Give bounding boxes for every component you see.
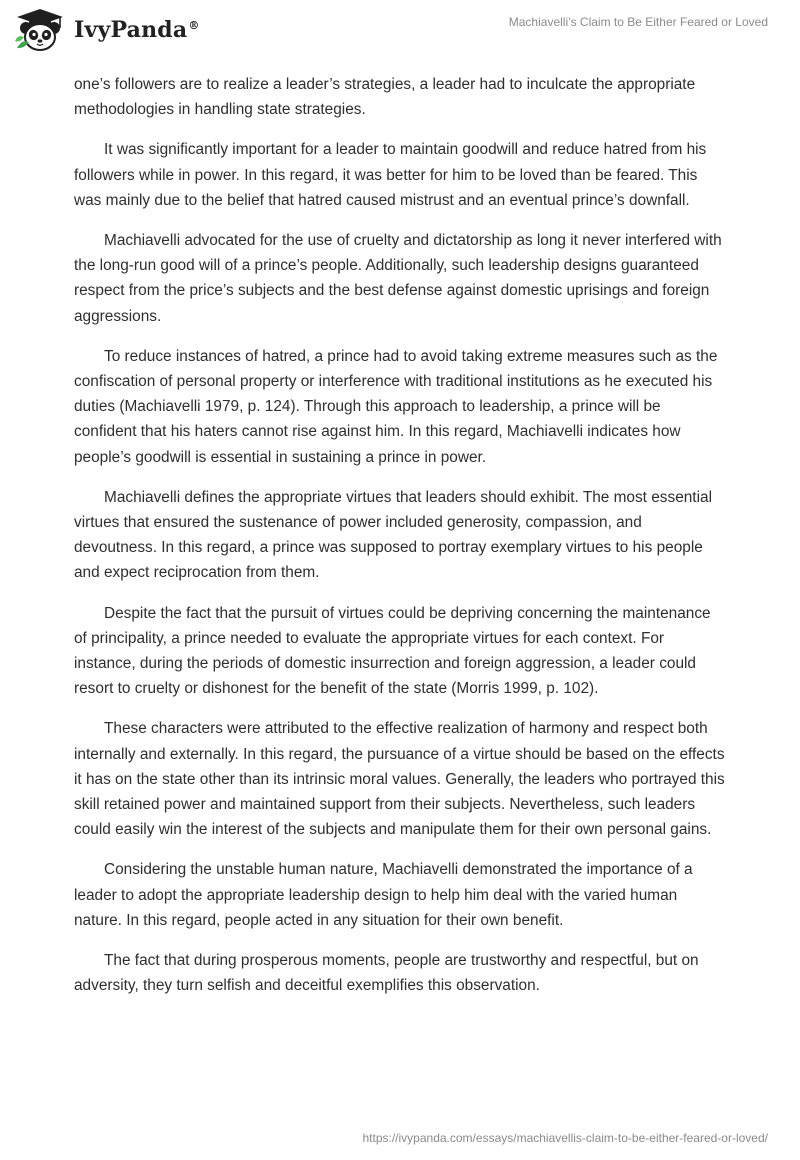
brand-name: IvyPanda® xyxy=(74,17,200,43)
paragraph-5: Machiavelli defines the appropriate virtues that leaders should exhibit. The most essential virtues that ensured the sustenance of power included generosity, compassion, and devoutness. In this regard, a prince was supposed to portray exemplary virtues to his people and expect reciprocation from them. xyxy=(74,488,712,582)
paragraph-4: To reduce instances of hatred, a prince had to avoid taking extreme measures such as the confiscation of personal property or interference with traditional institutions as he executed his duties (Machiavelli 1979, p. 124). Through this approach to leadership, a prince will be confident that his haters cannot rise against him. In this regard, Machiavelli indicates how people’s goodwill is essential in sustaining a prince in power. xyxy=(74,347,718,466)
panda-graduate-icon xyxy=(14,8,66,52)
paragraph-1: one’s followers are to realize a leader’s strategies, a leader had to inculcate the appropriate methodologies in handling state strategies. xyxy=(74,76,696,119)
running-title: Machiavelli’s Claim to Be Either Feared or Loved xyxy=(508,15,768,29)
page-header xyxy=(0,0,800,66)
registered-mark: ® xyxy=(188,18,200,32)
source-url[interactable]: https://ivypanda.com/essays/machiavellis-claim-to-be-either-feared-or-loved/ xyxy=(362,1131,768,1145)
paragraph-7: These characters were attributed to the effective realization of harmony and respect both internally and externally. In this regard, the pursuance of a virtue should be based on the effects it has on the state other than its intrinsic moral values. Generally, the leaders who portrayed this skill retained power and maintained support from their subjects. Nevertheless, such leaders could easily win the interest of the subjects and manipulate them for their own personal gains. xyxy=(74,720,725,839)
paragraph-8: Considering the unstable human nature, Machiavelli demonstrated the importance of a leader to adopt the appropriate leadership design to help him deal with the varied human nature. In this regard, people acted in any situation for their own benefit. xyxy=(74,861,693,929)
brand-logo[interactable] xyxy=(14,6,200,54)
paragraph-9: The fact that during prosperous moments, people are trustworthy and respectful, but on adversity, they turn selfish and deceitful exemplifies this observation. xyxy=(74,952,699,995)
paragraph-2: It was significantly important for a leader to maintain goodwill and reduce hatred from his followers while in power. In this regard, it was better for him to be loved than be feared. This was mainly due to the belief that hatred caused mistrust and an eventual prince’s downfall. xyxy=(74,141,707,209)
paragraph-6: Despite the fact that the pursuit of virtues could be depriving concerning the maintenance of principality, a prince needed to evaluate the appropriate virtues for each context. For instance, during the periods of domestic insurrection and foreign aggression, a leader could resort to cruelty or dishonest for the benefit of the state (Morris 1999, p. 102). xyxy=(74,604,711,698)
paragraph-3: Machiavelli advocated for the use of cruelty and dictatorship as long it never interfered with the long-run good will of a prince’s people. Additionally, such leadership designs guaranteed respect from the price’s subjects and the best defense against domestic uprisings and foreign aggressions. xyxy=(74,232,722,325)
essay-body xyxy=(74,72,726,1014)
